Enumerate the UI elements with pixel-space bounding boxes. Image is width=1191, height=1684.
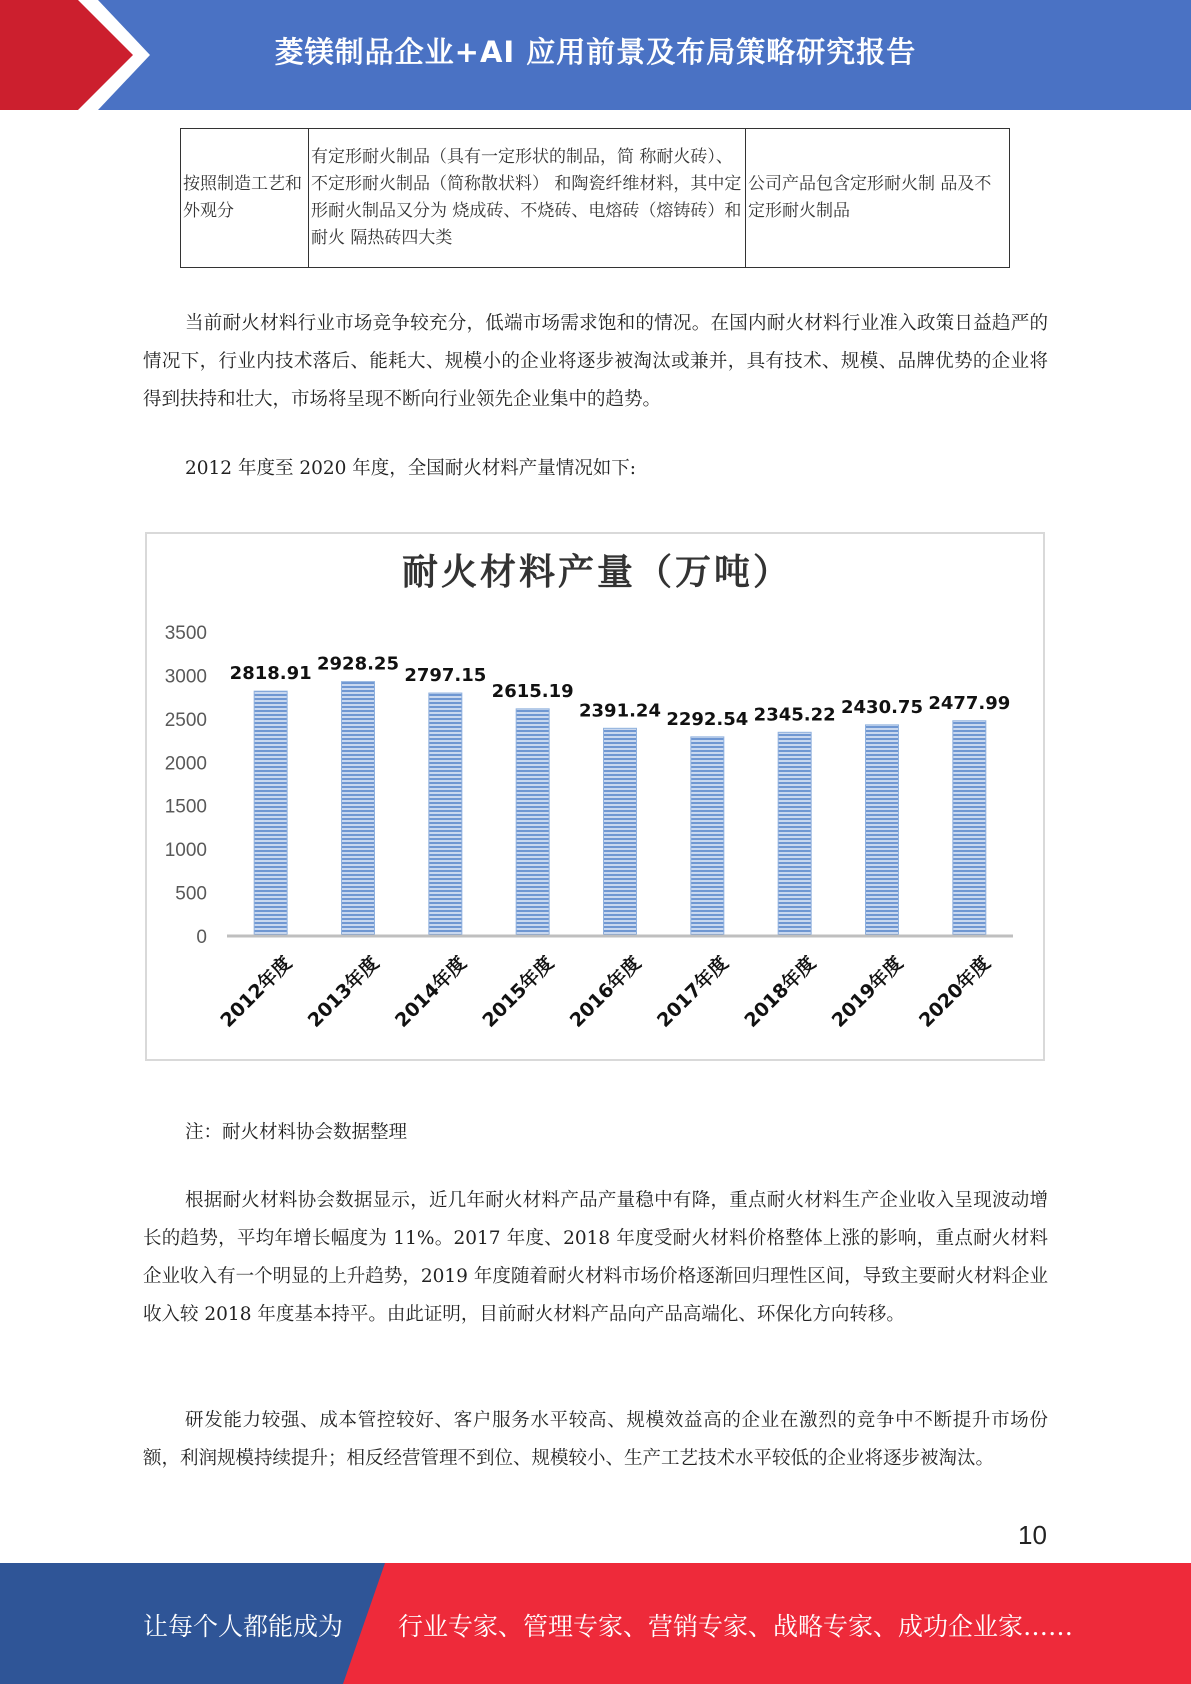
table-row (181, 129, 1010, 268)
y-tick-label: 2500 (164, 709, 207, 731)
y-axis (165, 623, 207, 948)
data-label: 2391.24 (579, 700, 661, 722)
bar (516, 709, 549, 936)
chart-title: 耐火材料产量（万吨） (401, 552, 793, 593)
bar (778, 732, 811, 936)
chart-source-note: 注：耐火材料协会数据整理 (185, 1122, 408, 1143)
bar (953, 721, 986, 936)
production-chart (145, 532, 1045, 1061)
x-tick-label: 2017年度 (653, 951, 733, 1032)
data-label: 2430.75 (841, 696, 923, 718)
bar (342, 682, 375, 936)
x-tick-label: 2012年度 (216, 951, 297, 1032)
y-tick-label: 500 (175, 883, 207, 905)
bar-series (230, 654, 1011, 936)
bar (604, 728, 637, 936)
x-tick-label: 2016年度 (565, 951, 646, 1032)
data-label: 2345.22 (753, 704, 836, 726)
y-tick-label: 3000 (164, 666, 207, 688)
data-label: 2615.19 (491, 680, 574, 702)
paragraph-data-analysis: 根据耐火材料协会数据显示，近几年耐火材料产品产量稳中有降，重点耐火材料生产企业收入呈现波动增长的趋势，平均年增长幅度为 11%。2017 年度、2018 年度受耐火材料价格整体上涨的影响，重点耐火材料企业收入有一个明显的上升趋势，2019 年度随着耐火材料市场价格逐渐回归理性区间，导致主要耐火材料企业收入较 2018 年度基本持平。由此证明，目前耐火材料产品向产品高端化、环保化方向转移。 (143, 1190, 1048, 1325)
y-tick-label: 1500 (164, 796, 207, 818)
report-title: 菱镁制品企业+AI 应用前景及布局策略研究报告 (274, 35, 917, 69)
x-tick-label: 2018年度 (740, 951, 821, 1032)
x-tick-label: 2015年度 (478, 951, 559, 1032)
classification-table (180, 128, 1010, 268)
data-label: 2292.54 (666, 708, 749, 730)
data-label: 2928.25 (317, 653, 399, 675)
page-footer (0, 1563, 1191, 1684)
y-tick-label: 1000 (164, 840, 207, 862)
data-label: 2818.91 (229, 663, 312, 685)
data-label: 2477.99 (928, 692, 1011, 714)
page-number: 10 (1018, 1520, 1047, 1550)
bar (691, 737, 724, 936)
bar (254, 691, 287, 936)
footer-slogan-left: 让每个人都能成为 (143, 1612, 344, 1641)
x-axis (216, 936, 1013, 1032)
bar (429, 693, 462, 936)
table-cell-company: 公司产品包含定形耐火制 品及不定形耐火制品 (746, 129, 1010, 268)
y-tick-label: 3500 (164, 623, 207, 644)
paragraph-market-competition: 当前耐火材料行业市场竞争较充分，低端市场需求饱和的情况。在国内耐火材料行业准入政策日益趋严的情况下，行业内技术落后、能耗大、规模小的企业将逐步被淘汰或兼并，具有技术、规模、品牌优势的企业将得到扶持和壮大，市场将呈现不断向行业领先企业集中的趋势。 (143, 313, 1048, 410)
table-cell-description: 有定形耐火制品（具有一定形状的制品，简 称耐火砖）、不定形耐火制品（简称散状料） 和陶瓷纤维材料，其中定形耐火制品又分为 烧成砖、不烧砖、电熔砖（熔铸砖）和耐火 隔热砖四大类 (309, 129, 746, 268)
production-bar-chart (147, 534, 1043, 1059)
y-tick-label: 2000 (164, 753, 207, 775)
paragraph-chart-intro: 2012 年度至 2020 年度，全国耐火材料产量情况如下: (185, 458, 637, 479)
x-tick-label: 2020年度 (915, 951, 995, 1032)
x-tick-label: 2013年度 (303, 951, 384, 1032)
footer-slogan-right: 行业专家、管理专家、营销专家、战略专家、成功企业家…… (398, 1612, 1074, 1641)
data-label: 2797.15 (404, 665, 487, 687)
x-tick-label: 2014年度 (391, 951, 471, 1032)
table-cell-category: 按照制造工艺和外观分 (181, 129, 309, 268)
bar (866, 725, 899, 936)
x-tick-label: 2019年度 (827, 951, 908, 1032)
page-header (0, 0, 1191, 110)
y-tick-label: 0 (196, 927, 207, 948)
paragraph-competition-outlook: 研发能力较强、成本管控较好、客户服务水平较高、规模效益高的企业在激烈的竞争中不断提升市场份额，利润规模持续提升；相反经营管理不到位、规模较小、生产工艺技术水平较低的企业将逐步被淘汰。 (143, 1410, 1048, 1469)
